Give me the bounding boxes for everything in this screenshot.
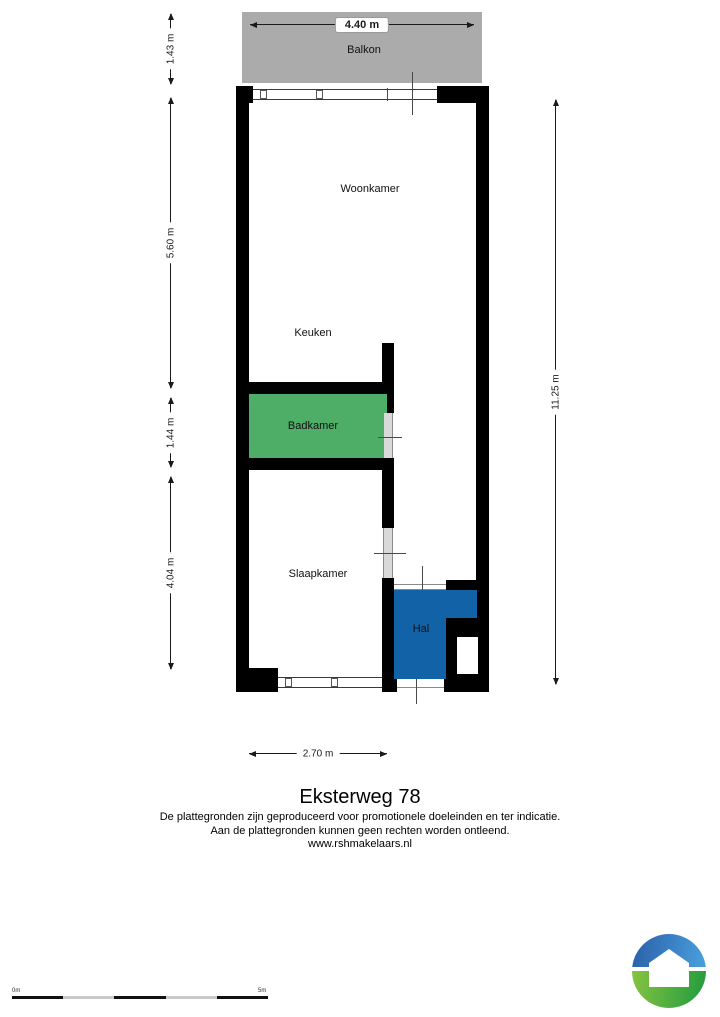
wall-bottom-left-corner [236,668,278,692]
scalebar-end-label: 5m [258,988,267,994]
window-bottom-mullion-2 [331,678,338,687]
window-top-mullion-2 [316,90,323,99]
page-title: Eksterweg 78 [299,786,421,808]
room-label-woonkamer: Woonkamer [340,183,400,195]
scalebar-segment [166,996,217,999]
dimension-left-upper-label: 5.60 m [166,223,177,264]
dimension-right-total [550,100,562,684]
disclaimer-line-2: Aan de plattegronden kunnen geen rechten worden ontleend. [210,824,510,837]
balcony-door-line [412,72,413,115]
dimension-balcony-width-label: 4.40 m [335,17,389,33]
dimension-left-middle-label: 1.44 m [166,412,177,453]
wall-top-left-corner [236,86,253,103]
room-label-hal: Hal [412,623,430,635]
scalebar-segment [217,996,268,999]
window-top-mullion-1 [260,90,267,99]
wall-slaapkamer-right-upper [382,470,394,528]
wall-right [476,86,489,692]
room-label-keuken: Keuken [294,327,332,339]
dimension-bottom-width [249,748,387,760]
dimension-bottom-width-label: 2.70 m [297,749,340,760]
wall-top-right-corner [437,86,489,103]
dimension-right-total-label: 11.25 m [551,369,562,414]
dimension-left-middle [165,398,177,467]
rsh-makelaars-logo [632,934,706,1008]
scalebar-start-label: 0m [12,988,21,994]
wall-left [236,86,249,692]
website-text: www.rshmakelaars.nl [308,838,412,850]
room-label-slaapkamer: Slaapkamer [288,568,348,580]
scalebar-segment [12,996,63,999]
wall-badkamer-slaapkamer [249,458,394,470]
room-label-badkamer: Badkamer [287,420,339,432]
dimension-left-lower-label: 4.04 m [166,553,177,594]
hal-top-threshold [394,584,446,590]
dimension-left-balcony-label: 1.43 m [166,29,177,70]
dimension-left-upper [165,98,177,388]
scalebar-segment [63,996,114,999]
window-bottom-mullion-1 [285,678,292,687]
door-badkamer-swing-line [378,437,402,438]
window-top-divider [387,88,388,101]
dimension-left-lower [165,477,177,669]
dimension-balcony-width [250,19,474,31]
door-badkamer [383,413,393,458]
door-slaapkamer-swing-line [374,553,406,554]
disclaimer-text [0,811,720,852]
notch-white [457,637,478,674]
scale-bar [12,996,268,999]
scalebar-segment [114,996,165,999]
window-top [253,89,437,100]
dimension-left-balcony [165,14,177,84]
room-label-balkon: Balkon [347,44,381,56]
wall-hal-left [382,578,394,692]
wall-keuken-badkamer [249,382,394,394]
disclaimer-line-1: De plattegronden zijn geproduceerd voor promotionele doeleinden en ter indicatie. [159,811,561,823]
hal-top-door-line [422,566,423,590]
